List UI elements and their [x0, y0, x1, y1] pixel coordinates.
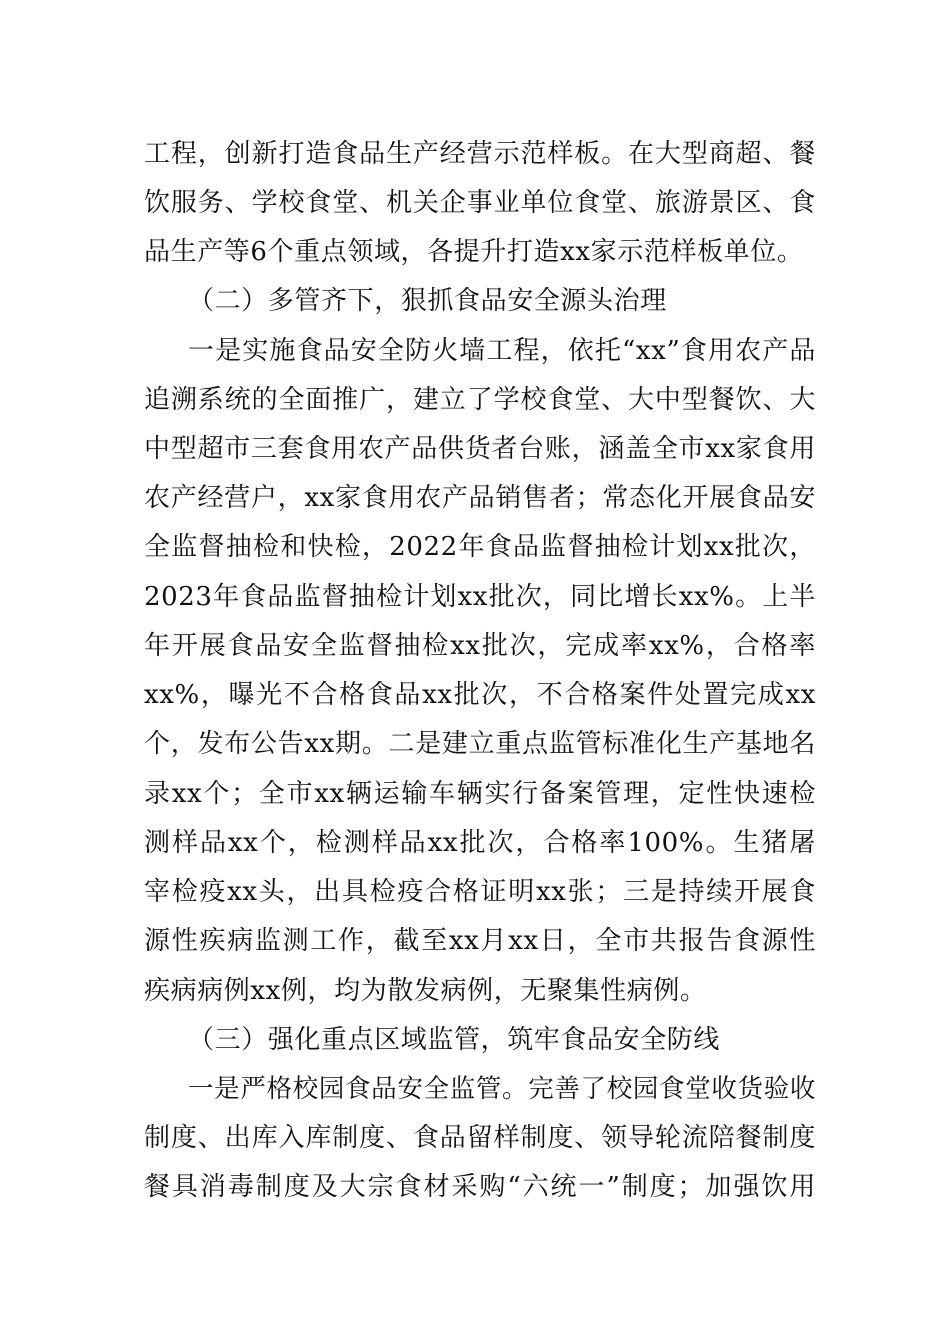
- paragraph-line: 工程，创新打造食品生产经营示范样板。在大型商超、餐: [144, 139, 816, 169]
- paragraph-line: 年开展食品安全监督抽检xx批次，完成率xx%，合格率: [144, 631, 816, 661]
- paragraph-line: 追溯系统的全面推广，建立了学校食堂、大中型餐饮、大: [144, 385, 816, 415]
- paragraph-line: 制度、出库入库制度、食品留样制度、领导轮流陪餐制度: [144, 1123, 816, 1153]
- paragraph-line: 一是严格校园食品安全监管。完善了校园食堂收货验收: [188, 1074, 816, 1104]
- paragraph-line: 餐具消毒制度及大宗食材采购“六统一”制度；加强饮用: [144, 1172, 816, 1202]
- paragraph-line: 疾病病例xx例，均为散发病例，无聚集性病例。: [144, 976, 707, 1006]
- section-heading: （二）多管齐下，狠抓食品安全源头治理: [188, 286, 667, 316]
- paragraph-line: 录xx个；全市xx辆运输车辆实行备案管理，定性快速检: [144, 779, 816, 809]
- paragraph-line: 品生产等6个重点领域，各提升打造xx家示范样板单位。: [144, 237, 804, 267]
- paragraph-line: 宰检疫xx头，出具检疫合格证明xx张；三是持续开展食: [144, 877, 816, 907]
- paragraph-line: 农产经营户，xx家食用农产品销售者；常态化开展食品安: [144, 483, 816, 513]
- paragraph-line: 饮服务、学校食堂、机关企事业单位食堂、旅游景区、食: [144, 188, 816, 218]
- paragraph-line: 2023年食品监督抽检计划xx批次，同比增长xx%。上半: [144, 582, 816, 612]
- paragraph-line: 一是实施食品安全防火墙工程，依托“xx”食用农产品: [188, 336, 816, 366]
- paragraph-line: 个，发布公告xx期。二是建立重点监管标准化生产基地名: [144, 729, 816, 759]
- paragraph-line: xx%，曝光不合格食品xx批次，不合格案件处置完成xx: [144, 680, 816, 710]
- paragraph-line: 全监督抽检和快检，2022年食品监督抽检计划xx批次，: [144, 532, 816, 562]
- section-heading: （三）强化重点区域监管，筑牢食品安全防线: [188, 1025, 721, 1055]
- paragraph-line: 源性疾病监测工作，截至xx月xx日，全市共报告食源性: [144, 926, 816, 956]
- paragraph-line: 测样品xx个，检测样品xx批次，合格率100%。生猪屠: [144, 828, 816, 858]
- paragraph-line: 中型超市三套食用农产品供货者台账，涵盖全市xx家食用: [144, 434, 816, 464]
